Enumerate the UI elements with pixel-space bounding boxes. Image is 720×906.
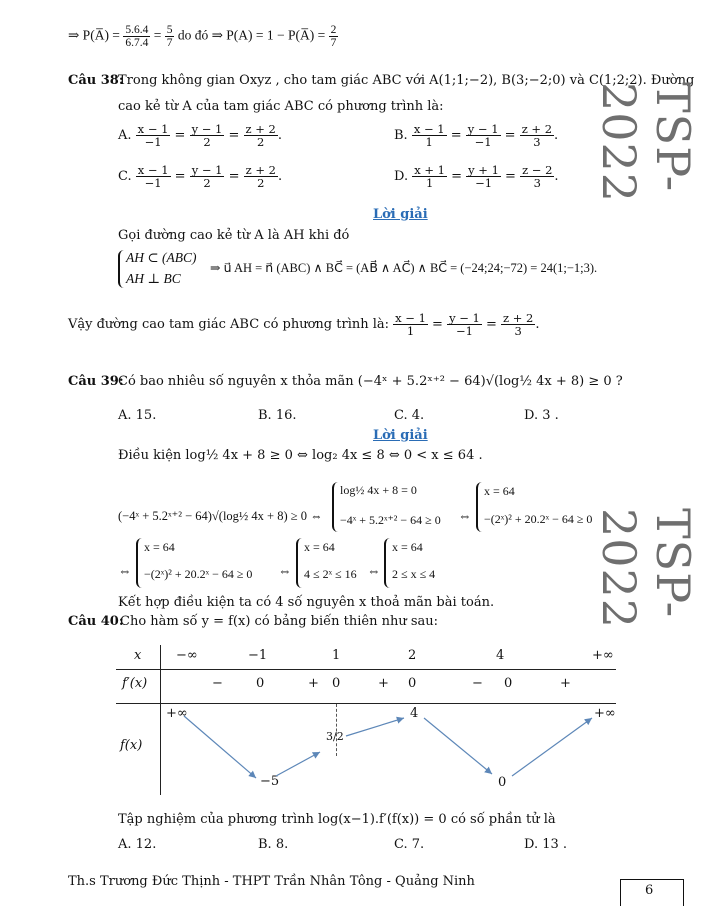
q39-option-b: B. 16. <box>258 408 297 423</box>
equals: = <box>153 27 162 43</box>
f-value: 3/2 <box>326 730 344 743</box>
q40-option-c: C. 7. <box>394 837 425 852</box>
q38-option-d: D. $\frac{x + 1}{1}$ = $\frac{y + 1}{-1}$ = $\frac{z - 2}{3}$ . <box>394 163 559 191</box>
q39-label: Câu 39: <box>68 374 124 389</box>
fp-zero: 0 <box>504 676 513 691</box>
q38-sol-2: ⇒ u⃗ AH = n⃗ (ABC) ∧ BC⃗ = (AB⃗ ∧ AC⃗) ∧ BC⃗ = (−24;24;−72) = 24(1;−1;3). <box>210 261 598 275</box>
q38-solution-title: Lời giải <box>373 207 428 222</box>
fp-sign: − <box>212 676 223 691</box>
q38-conclusion: Vậy đường cao tam giác ABC có phương trình là: $\frac{x - 1}{1}$ = $\frac{y - 1}{-1}$ = $\frac{z + 2}{3}$ . <box>68 311 540 339</box>
fp-sign: + <box>378 676 389 691</box>
fp-sign: − <box>472 676 483 691</box>
f-label: f(x) <box>120 738 143 753</box>
q40-option-a: A. 12. <box>118 837 157 852</box>
equiv: ⇔ <box>278 563 292 578</box>
q39-case-4b: 4 ≤ 2ˣ ≤ 16 <box>304 567 357 581</box>
q39-case-3a: x = 64 <box>144 540 175 554</box>
q39-text: Có bao nhiêu số nguyên x thỏa mãn (−4ˣ + 5.2ˣ⁺² − 64)√(log½ 4x + 8) ≥ 0 ? <box>118 374 623 389</box>
f-value: 4 <box>410 706 419 721</box>
q38-text-2: cao kẻ từ A của tam giác ABC có phương trình là: <box>118 99 444 114</box>
arrow-up <box>346 718 404 736</box>
x-value: −∞ <box>176 648 198 663</box>
q39-option-a: A. 15. <box>118 408 157 423</box>
q39-case-5b: 2 ≤ x ≤ 4 <box>392 567 436 581</box>
q38-text-1: Trong không gian Oxyz , cho tam giác ABC với A(1;1;−2), B(3;−2;0) và C(1;2;2). Đường <box>118 73 695 88</box>
q39-solution-title: Lời giải <box>373 428 428 443</box>
q38-option-c: C. $\frac{x - 1}{-1}$ = $\frac{y - 1}{2}$ = $\frac{z + 2}{2}$ . <box>118 163 283 191</box>
q39-conclusion: Kết hợp điều kiện ta có 4 số nguyên x thoả mãn bài toán. <box>118 595 495 610</box>
q38-option-b: B. $\frac{x - 1}{1}$ = $\frac{y - 1}{-1}$ = $\frac{z + 2}{3}$ . <box>394 122 559 150</box>
equiv: ⇔ <box>458 508 472 523</box>
footer-author: Th.s Trương Đức Thịnh - THPT Trần Nhân Tông - Quảng Ninh <box>68 874 475 889</box>
watermark: TSP-2022 <box>592 508 700 630</box>
equiv: ⇔ <box>367 563 381 578</box>
q39-option-c: C. 4. <box>394 408 425 423</box>
x-value: 4 <box>496 648 505 663</box>
x-value: 1 <box>332 648 341 663</box>
fraction: $\frac{5.6.4}{6.7.4}$ <box>125 24 149 50</box>
x-value: −1 <box>248 648 268 663</box>
f-value: +∞ <box>594 706 616 721</box>
fraction: $\frac{2}{7}$ <box>330 24 337 50</box>
fp-zero: 0 <box>332 676 341 691</box>
arrow-down <box>184 716 256 778</box>
x-value: 2 <box>408 648 417 663</box>
q39-case-5a: x = 64 <box>392 540 423 554</box>
page-number: 6 <box>645 883 654 898</box>
q39-case-2b: −(2ˣ)² + 20.2ˣ − 64 ≥ 0 <box>484 512 593 526</box>
fp-label: f′(x) <box>122 676 148 691</box>
arrow-up <box>512 718 592 776</box>
prob-expr: ⇒ P(A̅) = <box>68 27 124 43</box>
q38-option-a: A. $\frac{x - 1}{-1}$ = $\frac{y - 1}{2}$ = $\frac{z + 2}{2}$ . <box>118 122 282 150</box>
fp-sign: + <box>308 676 319 691</box>
arrow-down <box>424 718 492 774</box>
q39-case-1b: −4ˣ + 5.2ˣ⁺² − 64 ≥ 0 <box>340 513 441 527</box>
watermark: TSP-2022 <box>592 82 700 204</box>
q40-text: Cho hàm số y = f(x) có bảng biến thiên như sau: <box>120 614 439 629</box>
q38-sys-2: AH ⊥ BC <box>126 271 181 286</box>
fp-zero: 0 <box>408 676 417 691</box>
q40-option-d: D. 13 . <box>524 837 568 852</box>
q39-condition: Điều kiện log½ 4x + 8 ≥ 0 ⇔ log₂ 4x ≤ 8 ⇔ 0 < x ≤ 64 . <box>118 448 483 463</box>
fraction: $\frac{5}{7}$ <box>166 24 173 50</box>
f-value: −5 <box>260 774 280 789</box>
q38-sol-1: Gọi đường cao kẻ từ A là AH khi đó <box>118 228 350 243</box>
arrow-up <box>276 752 320 776</box>
q40-label: Câu 40: <box>68 614 124 629</box>
equiv: ⇔ <box>118 563 132 578</box>
q40-option-b: B. 8. <box>258 837 289 852</box>
fp-zero: 0 <box>256 676 265 691</box>
q39-case-2a: x = 64 <box>484 484 515 498</box>
fp-sign: + <box>560 676 571 691</box>
prob-expr-2: do đó ⇒ P(A) = 1 − P(A̅) = <box>177 27 329 43</box>
q38-sys-1: AH ⊂ (ABC) <box>126 250 197 265</box>
f-value: 0 <box>498 775 507 790</box>
q38-label: Câu 38: <box>68 73 124 88</box>
q39-option-d: D. 3 . <box>524 408 559 423</box>
q39-case-3b: −(2ˣ)² + 20.2ˣ − 64 ≥ 0 <box>144 567 253 581</box>
q39-case-4a: x = 64 <box>304 540 335 554</box>
x-label: x <box>134 648 142 663</box>
x-value: +∞ <box>592 648 614 663</box>
q39-case-1a: log½ 4x + 8 = 0 <box>340 483 417 497</box>
q40-question: Tập nghiệm của phương trình log(x−1).f′(f(x)) = 0 có số phần tử là <box>118 812 556 827</box>
q39-line-1: (−4ˣ + 5.2ˣ⁺² − 64)√(log½ 4x + 8) ≥ 0 ⇔ <box>118 509 323 523</box>
f-value: +∞ <box>166 706 188 721</box>
